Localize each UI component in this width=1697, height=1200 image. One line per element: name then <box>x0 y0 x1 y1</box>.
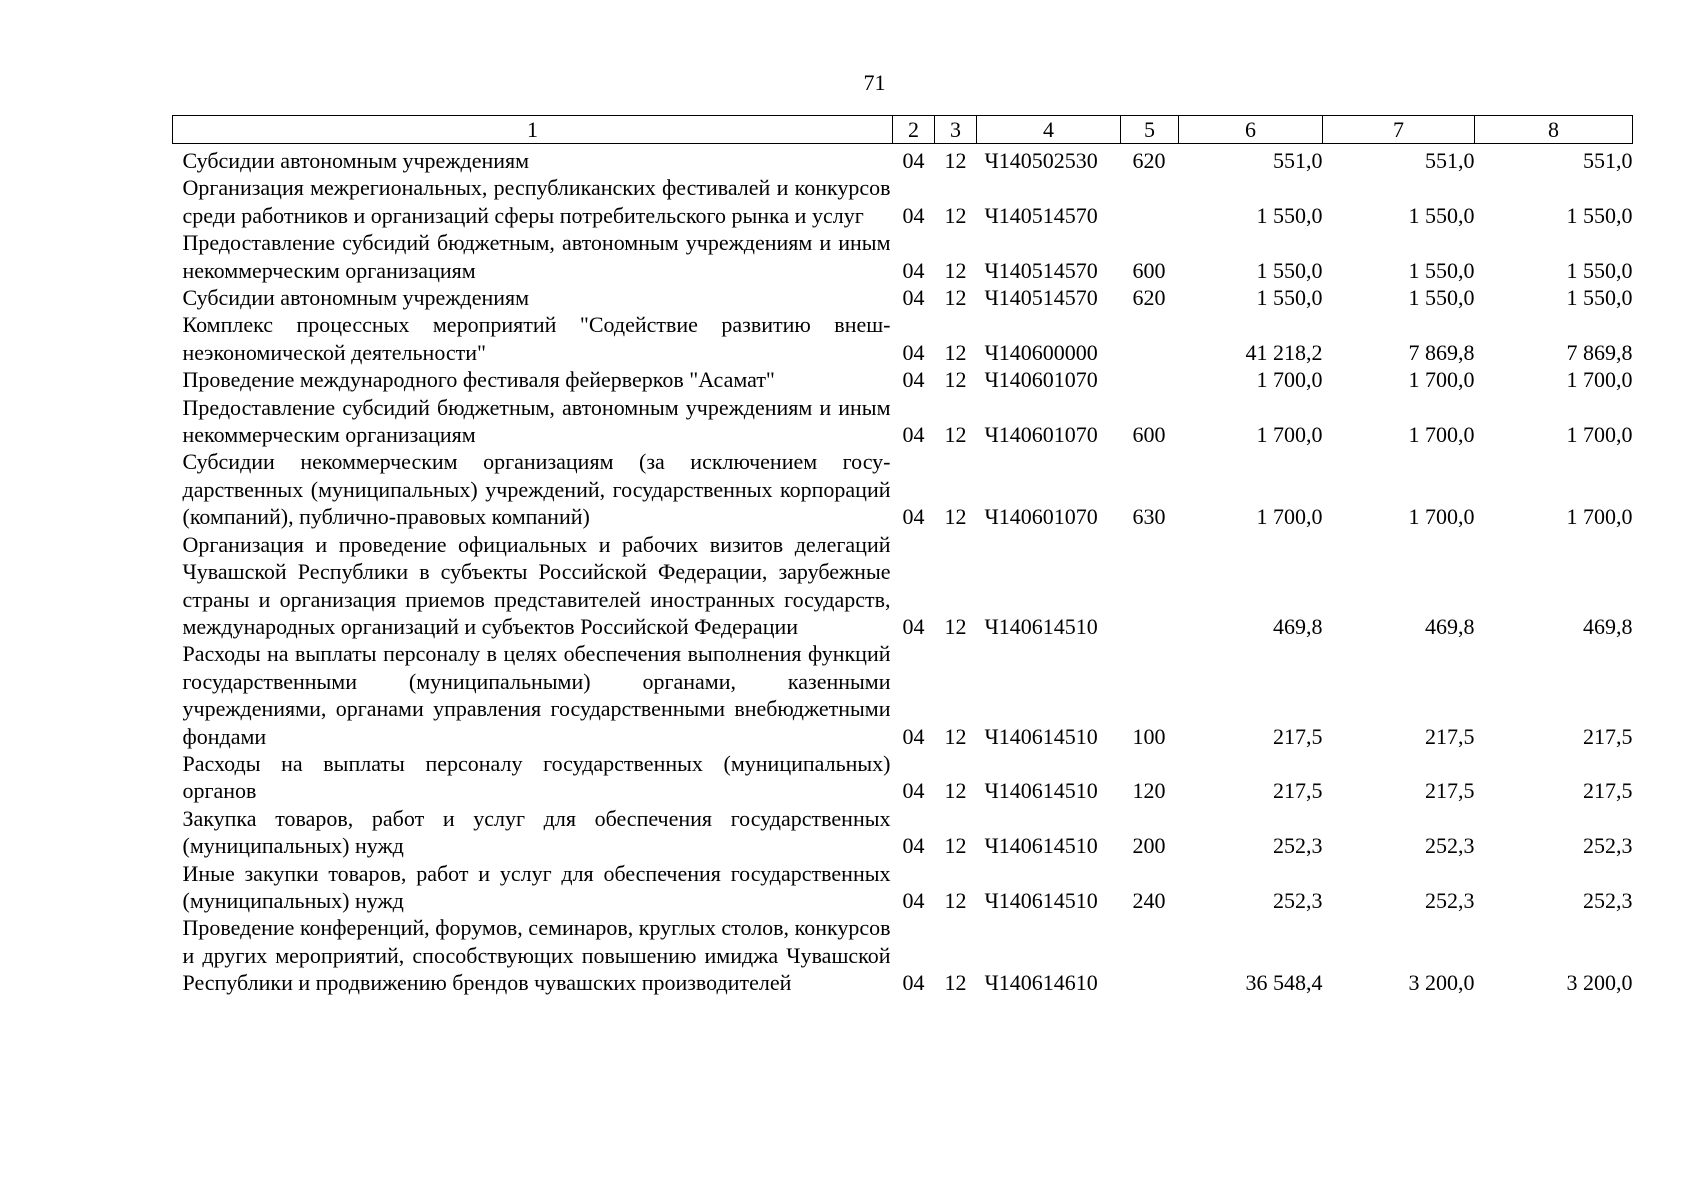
row-expense-type: 600 <box>1132 422 1166 448</box>
row-section: 04 <box>902 613 925 639</box>
row-amount-year-3: 1 700,0 <box>1566 422 1633 448</box>
row-amount-year-3: 1 550,0 <box>1566 257 1633 283</box>
row-amount-year-3: 217,5 <box>1583 778 1633 804</box>
row-amount-year-2: 217,5 <box>1425 778 1475 804</box>
row-amount-year-1: 36 548,4 <box>1245 970 1323 996</box>
table-row <box>173 394 1633 449</box>
row-amount-year-2: 1 700,0 <box>1408 422 1475 448</box>
row-target-article: Ч140614510 <box>984 887 1098 913</box>
row-expense-type: 630 <box>1132 504 1166 530</box>
table-row <box>173 448 1633 530</box>
row-amount-year-1: 469,8 <box>1273 613 1323 639</box>
row-amount-year-3: 217,5 <box>1583 723 1633 749</box>
header-row <box>173 116 1633 144</box>
row-name: Предоставление субсидий бюджетным, автономным учреждениям и иным некоммерческим организациям <box>182 394 891 448</box>
row-amount-year-1: 1 700,0 <box>1256 367 1323 393</box>
row-section: 04 <box>902 202 925 228</box>
row-amount-year-1: 1 550,0 <box>1256 202 1323 228</box>
row-amount-year-1: 252,3 <box>1273 833 1323 859</box>
row-amount-year-3: 252,3 <box>1583 887 1633 913</box>
header-col-6: 6 <box>1179 116 1323 144</box>
row-target-article: Ч140514570 <box>984 257 1098 283</box>
row-name: Предоставление субсидий бюджетным, автономным учреждениям и иным некоммерческим организациям <box>182 230 891 283</box>
row-amount-year-3: 1 700,0 <box>1566 504 1633 530</box>
table-row <box>173 914 1633 996</box>
table-row <box>173 284 1633 311</box>
row-subsection: 12 <box>944 148 967 173</box>
row-section: 04 <box>902 504 925 530</box>
row-section: 04 <box>902 367 925 393</box>
header-col-8: 8 <box>1475 116 1633 144</box>
header-col-4: 4 <box>977 116 1121 144</box>
row-name: Субсидии автономным учреждениям <box>182 148 530 173</box>
row-amount-year-2: 1 700,0 <box>1408 504 1475 530</box>
header-col-7: 7 <box>1323 116 1475 144</box>
row-amount-year-2: 217,5 <box>1425 723 1475 749</box>
row-target-article: Ч140514570 <box>984 202 1098 228</box>
row-subsection: 12 <box>944 723 967 749</box>
table-row <box>173 311 1633 366</box>
row-expense-type <box>1121 914 1179 996</box>
row-target-article: Ч140502530 <box>984 148 1098 173</box>
row-amount-year-2: 469,8 <box>1425 613 1475 639</box>
row-amount-year-1: 1 550,0 <box>1256 257 1323 283</box>
page-number: 71 <box>863 70 886 95</box>
table-row <box>173 640 1633 750</box>
header-col-3: 3 <box>935 116 977 144</box>
row-section: 04 <box>902 723 925 749</box>
row-amount-year-1: 217,5 <box>1273 723 1323 749</box>
row-name: Иные закупки товаров, работ и услуг для обеспечения государственных (муниципальных) нужд <box>182 860 891 913</box>
table-row <box>173 750 1633 805</box>
row-subsection: 12 <box>944 887 967 913</box>
row-subsection: 12 <box>944 367 967 393</box>
table-header <box>173 116 1633 144</box>
row-expense-type: 200 <box>1132 833 1166 859</box>
row-subsection: 12 <box>944 970 967 996</box>
table-row <box>173 805 1633 860</box>
row-section: 04 <box>902 833 925 859</box>
row-amount-year-1: 217,5 <box>1273 778 1323 804</box>
row-subsection: 12 <box>944 422 967 448</box>
row-name: Организация и проведение официальных и рабочих визитов делегаций Чувашской Республики в субъекты Российской Федерации, зарубежные страны и организация приемов представителей иностранных государств, международных организаций и субъектов Российской Федерации <box>182 531 891 639</box>
row-name: Закупка товаров, работ и услуг для обеспечения государственных (муниципальных) нужд <box>182 805 891 859</box>
row-section: 04 <box>902 887 925 913</box>
row-amount-year-2: 252,3 <box>1425 833 1475 859</box>
row-target-article: Ч140601070 <box>984 422 1098 448</box>
row-expense-type <box>1121 366 1179 393</box>
row-expense-type: 620 <box>1132 285 1166 311</box>
budget-table-container <box>172 115 1632 997</box>
table-row <box>173 229 1633 284</box>
row-name: Расходы на выплаты персоналу государственных (муниципальных) органов <box>182 750 891 804</box>
table-row <box>173 174 1633 229</box>
row-amount-year-3: 1 550,0 <box>1566 202 1633 228</box>
row-amount-year-1: 41 218,2 <box>1245 339 1323 365</box>
row-expense-type: 600 <box>1132 257 1166 283</box>
header-col-2: 2 <box>893 116 935 144</box>
row-expense-type <box>1121 174 1179 229</box>
row-section: 04 <box>902 257 925 283</box>
row-subsection: 12 <box>944 778 967 804</box>
table-row <box>173 860 1633 915</box>
row-amount-year-3: 7 869,8 <box>1566 339 1633 365</box>
row-amount-year-2: 3 200,0 <box>1408 970 1475 996</box>
row-subsection: 12 <box>944 257 967 283</box>
row-expense-type: 240 <box>1132 887 1166 913</box>
row-amount-year-3: 469,8 <box>1583 613 1633 639</box>
row-amount-year-3: 252,3 <box>1583 833 1633 859</box>
row-name: Субсидии автономным учреждениям <box>182 285 530 311</box>
row-name: Субсидии некоммерческим организациям (за исключением государственных (муниципальных) учреждений, государственных корпораций (компаний), публично-правовых компаний) <box>182 449 891 530</box>
header-col-5: 5 <box>1121 116 1179 144</box>
row-expense-type: 100 <box>1132 723 1166 749</box>
row-amount-year-3: 3 200,0 <box>1566 970 1633 996</box>
row-amount-year-2: 1 700,0 <box>1408 367 1475 393</box>
row-section: 04 <box>902 422 925 448</box>
row-expense-type: 620 <box>1132 148 1166 173</box>
row-section: 04 <box>902 148 925 173</box>
budget-table <box>172 115 1633 997</box>
header-col-1: 1 <box>173 116 893 144</box>
row-target-article: Ч140601070 <box>984 367 1098 393</box>
row-amount-year-2: 7 869,8 <box>1408 339 1475 365</box>
row-amount-year-1: 1 700,0 <box>1256 422 1323 448</box>
row-section: 04 <box>902 285 925 311</box>
row-target-article: Ч140614510 <box>984 613 1098 639</box>
row-amount-year-1: 1 700,0 <box>1256 504 1323 530</box>
row-amount-year-2: 1 550,0 <box>1408 257 1475 283</box>
row-section: 04 <box>902 778 925 804</box>
row-name: Проведение конференций, форумов, семинаров, круглых столов, конкурсов и других мероприятий, способствующих повышению имиджа Чувашской Республики и продвижению брендов чувашских производителей <box>182 915 891 996</box>
row-name: Комплекс процессных мероприятий "Содействие развитию внешнеэкономической деятельности" <box>182 312 891 365</box>
row-target-article: Ч140601070 <box>984 504 1098 530</box>
row-amount-year-2: 1 550,0 <box>1408 285 1475 311</box>
row-name: Организация межрегиональных, республиканских фестивалей и конкурсов среди работников и организаций сферы потребительского рынка и услуг <box>182 175 891 228</box>
row-amount-year-2: 1 550,0 <box>1408 202 1475 228</box>
row-target-article: Ч140614510 <box>984 723 1098 749</box>
row-amount-year-3: 1 550,0 <box>1566 285 1633 311</box>
row-expense-type <box>1121 311 1179 366</box>
row-name: Проведение международного фестиваля фейерверков "Асамат" <box>182 367 775 393</box>
row-target-article: Ч140600000 <box>984 339 1098 365</box>
table-row <box>173 366 1633 393</box>
row-subsection: 12 <box>944 339 967 365</box>
row-subsection: 12 <box>944 202 967 228</box>
row-subsection: 12 <box>944 285 967 311</box>
row-subsection: 12 <box>944 613 967 639</box>
row-amount-year-3: 1 700,0 <box>1566 367 1633 393</box>
row-amount-year-1: 252,3 <box>1273 887 1323 913</box>
row-expense-type <box>1121 531 1179 641</box>
row-name: Расходы на выплаты персоналу в целях обеспечения выполнения функций государственными (муниципальными) органами, казенными учреждениями, органами управления государственными внебюджетными фондами <box>182 641 891 749</box>
row-amount-year-2: 252,3 <box>1425 887 1475 913</box>
row-target-article: Ч140614510 <box>984 833 1098 859</box>
row-expense-type: 120 <box>1132 778 1166 804</box>
row-section: 04 <box>902 970 925 996</box>
row-subsection: 12 <box>944 833 967 859</box>
row-subsection: 12 <box>944 504 967 530</box>
row-amount-year-3: 551,0 <box>1583 148 1633 173</box>
table-row <box>173 144 1633 175</box>
row-amount-year-2: 551,0 <box>1425 148 1475 173</box>
row-amount-year-1: 551,0 <box>1273 148 1323 173</box>
table-body <box>173 144 1633 997</box>
table-row <box>173 531 1633 641</box>
row-target-article: Ч140614510 <box>984 778 1098 804</box>
row-target-article: Ч140514570 <box>984 285 1098 311</box>
row-target-article: Ч140614610 <box>984 970 1098 996</box>
row-amount-year-1: 1 550,0 <box>1256 285 1323 311</box>
row-section: 04 <box>902 339 925 365</box>
